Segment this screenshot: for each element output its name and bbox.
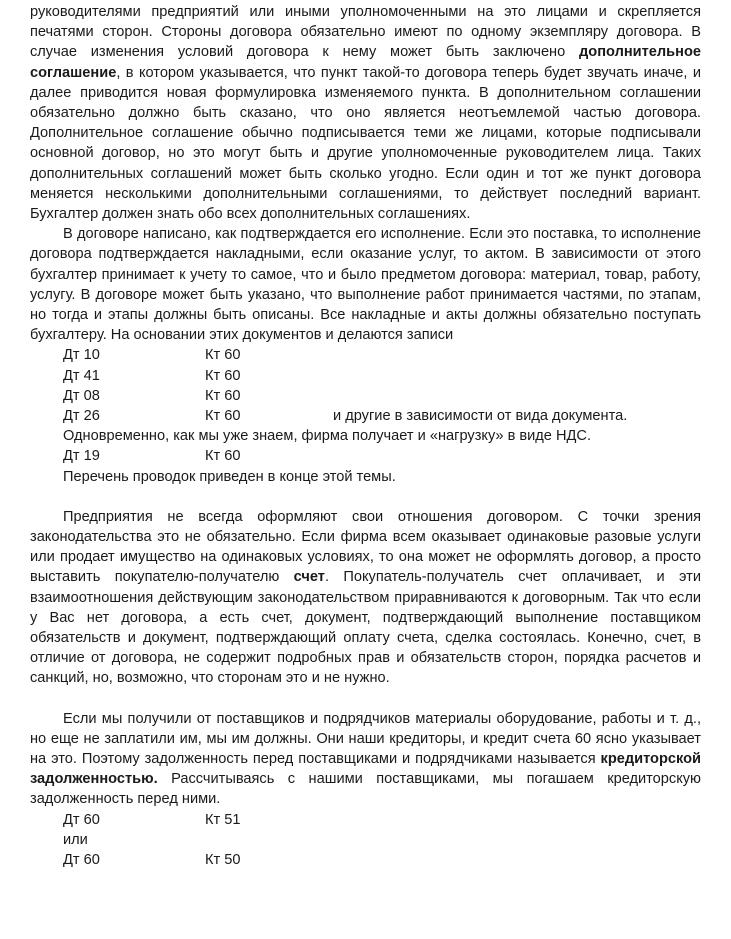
entry-row-payment-a [30,810,701,830]
entry-note [333,366,701,386]
term-invoice: счет [293,569,325,586]
debit-account: Дт 08 [63,387,100,404]
paragraph-gap [30,689,701,709]
credit-account: Кт 60 [205,387,241,404]
paragraph-supplementary-agreement: руководителями предприятий или иными уполномоченными на это лицами и скрепляется печатями сторон. Стороны договора обязательно имеют по одному экземпляру договора. В случае изменения условий договора к нему может быть заключено дополнительное соглашение, в котором указывается, что пункт такой-то договора теперь будет звучать иначе, и далее приводится новая формулировка изменяемого пункта. В дополнительном соглашении обязательно должно быть сказано, что оно является неотъемлемой частью договора. Дополнительное соглашение обычно подписывается теми же лицами, которые подписывали основной договор, но это могут быть и другие уполномоченные руководителем лица. Таких дополнительных соглашений может быть сколько угодно. Если один и тот же пункт договора меняется несколькими дополнительными соглашениями, то действует последний вариант. Бухгалтер должен знать обо всех дополнительных соглашениях. [30,4,701,223]
entry-row [30,345,701,365]
entry-note [333,345,701,365]
debit-account: Дт 41 [63,367,100,384]
entries-list-1 [30,345,701,426]
debit-account: Дт 60 [63,852,100,869]
debit-account: Дт 60 [63,811,100,828]
credit-account: Кт 50 [205,852,241,869]
debit-account: Дт 19 [63,448,100,465]
credit-account: Кт 60 [205,367,241,384]
entry-row-payment-b [30,850,701,870]
paragraph-invoice: Предприятия не всегда оформляют свои отношения договором. С точки зрения законодательства это не обязательно. Если фирма всем оказывает одинаковые разовые услуги или продает имущество на одинаковых условиях, то она может не оформлять договор, а просто выставить покупателю-получателю счет. Покупатель-получатель счет оплачивает, и эти взаимоотношения действующим законодательством приравниваются к договорным. Так что если у Вас нет договора, а есть счет, документ, подтверждающий выполнение поставщиком обязательств и документ, подтверждающий оплату счета, сделка состоялась. Конечно, счет, в отличие от договора, не содержит подробных прав и обязательств сторон, порядка расчетов и санкций, но, возможно, что сторонам это и не нужно. [30,508,701,687]
debit-account: Дт 26 [63,408,100,425]
entry-note [333,386,701,406]
credit-account: Кт 60 [205,448,241,465]
entry-row-vat [30,446,701,466]
or-separator: или [63,831,88,848]
paragraph-accounts-payable: Если мы получили от поставщиков и подрядчиков материалы оборудование, работы и т. д., но еще не заплатили им, мы им должны. Они наши кредиторы, и кредит счета 60 ясно указывает на это. Поэтому задолженность перед поставщиками и подрядчиками называется кредиторской задолженностью. Рассчитываясь с нашими поставщиками, мы погашаем кредиторскую задолженность перед ними. [30,710,701,808]
term-accounts-payable: кредиторской задолженностью. [30,751,701,788]
paragraph-gap [30,487,701,507]
entry-row [30,386,701,406]
term-supplementary-agreement: дополнительное соглашение [30,44,701,81]
entry-row [30,406,701,426]
entry-note: и другие в зависимости от вида документа. [333,408,628,425]
debit-account: Дт 10 [63,347,100,364]
credit-account: Кт 51 [205,811,241,828]
credit-account: Кт 60 [205,408,241,425]
entry-row [30,366,701,386]
vat-line: Одновременно, как мы уже знаем, фирма получает и «нагрузку» в виде НДС. [63,428,591,445]
entries-list-note: Перечень проводок приведен в конце этой темы. [63,468,396,485]
paragraph-contract-execution: В договоре написано, как подтверждается его исполнение. Если это поставка, то исполнение договора подтверждается накладными, если оказание услуг, то актом. В зависимости от этого бухгалтер принимает к учету то самое, что и было предметом договора: материал, товар, работу, услугу. В договоре может быть указано, что выполнение работ принимается частями, по этапам, но тогда и этапы должны быть описаны. Все накладные и акты должны обязательно поступать бухгалтеру. На основании этих документов и делаются записи [30,226,701,344]
credit-account: Кт 60 [205,347,241,364]
